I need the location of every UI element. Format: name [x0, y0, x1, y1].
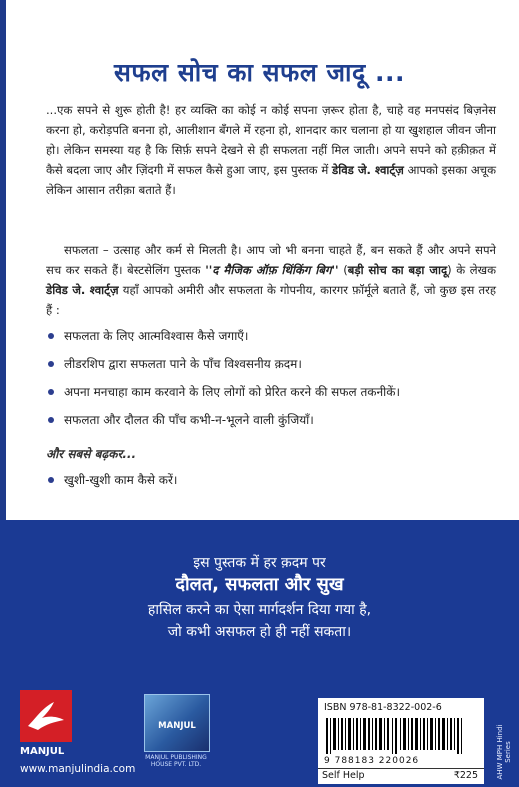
paren-open: (	[338, 263, 348, 277]
book-title-hindi: बड़ी सोच का बड़ा जादू	[347, 263, 448, 277]
second-text-end: यहाँ आपको अमीरी और सफलता के गोपनीय, कारगर फ़ॉर्मूले बताते हैं, जो कुछ इस तरह हैं :	[46, 283, 496, 317]
intro-text: ...एक सपने से शुरू होती है! हर व्यक्ति का कोई न कोई सपना ज़रूर होता है, चाहे वह मनपसंद बिज़नेस करना हो, करोड़पति बनना हो, आलीशान बँगले में रहना हो, शानदार कार चलाना हो या खुशहाल जीवन जीना हो। लेकिन समस्या यह है कि सिर्फ़ सपने देखने से ही सफलता नहीं मिल जाती। अपने सपने को हक़ीक़त में कैसे बदला जाए और ज़िंदगी में सफल कैसे हुआ जाए, इस पुस्तक में	[46, 103, 496, 177]
book-title-english: ''द मैजिक ऑफ़ थिंकिंग बिग''	[205, 263, 339, 277]
isbn-number: ISBN 978-81-8322-002-6	[324, 702, 442, 713]
bird-icon	[24, 696, 68, 736]
spine-code-text: AHW MPH Hindi Series	[496, 724, 512, 780]
author-name: डेविड जे. श्वार्ट्ज़	[332, 163, 404, 177]
publisher-website: www.manjulindia.com	[20, 763, 136, 775]
cover-title: सफल सोच का सफल जादू ...	[114, 58, 405, 87]
tagline-line-3: हासिल करने का ऐसा मार्गदर्शन दिया गया है,	[147, 602, 372, 618]
author-name-2: डेविड जे. श्वार्ट्ज़	[46, 283, 119, 297]
list-item: लीडरशिप द्वारा सफलता पाने के पाँच विश्वसनीय क़दम।	[46, 354, 496, 382]
barcode-icon	[326, 718, 476, 754]
more-label: और सबसे बढ़कर...	[46, 447, 137, 461]
final-list	[46, 470, 496, 490]
publisher-imprint	[144, 694, 210, 752]
imprint-label: MANJUL	[158, 721, 196, 731]
barcode-panel	[318, 698, 484, 784]
imprint-subtitle: MANJUL PUBLISHING HOUSE PVT. LTD.	[145, 754, 207, 768]
list-item: अपना मनचाहा काम करवाने के लिए लोगों को प्रेरित करने की सफल तकनीकें।	[46, 382, 496, 410]
second-text: सफलता – उत्साह और कर्म से मिलती है। आप जो भी बनना चाहते हैं, बन सकते हैं और अपने सपने सच कर सकते हैं। बेस्टसेलिंग पुस्तक	[46, 243, 496, 277]
barcode-divider	[318, 768, 484, 769]
manjul-logo	[20, 690, 72, 742]
list-item: सफलता के लिए आत्मविश्वास कैसे जगाएँ।	[46, 326, 496, 354]
tagline-line-1: इस पुस्तक में हर क़दम पर	[193, 555, 326, 571]
spine-code	[496, 718, 512, 784]
benefit-list	[46, 326, 496, 438]
tagline-line-2: दौलत, सफलता और सुख	[175, 574, 344, 595]
tagline-line-4: जो कभी असफल हो ही नहीं सकता।	[167, 624, 352, 640]
price-label: ₹225	[453, 770, 478, 781]
logo-text: MANJUL	[20, 746, 65, 757]
list-item: खुशी-खुशी काम कैसे करें।	[46, 470, 496, 490]
barcode-digits: 9 788183 220026	[324, 756, 420, 766]
intro-text-end: आपको इसका अचूक लेकिन आसान तरीक़ा बताते हैं।	[46, 163, 496, 197]
intro-paragraph	[46, 100, 496, 200]
second-paragraph	[46, 240, 496, 320]
list-item: सफलता और दौलत की पाँच कभी-न-भूलने वाली कुंजियाँ।	[46, 410, 496, 438]
second-text-mid: ) के लेखक	[447, 263, 496, 277]
genre-label: Self Help	[322, 770, 365, 781]
